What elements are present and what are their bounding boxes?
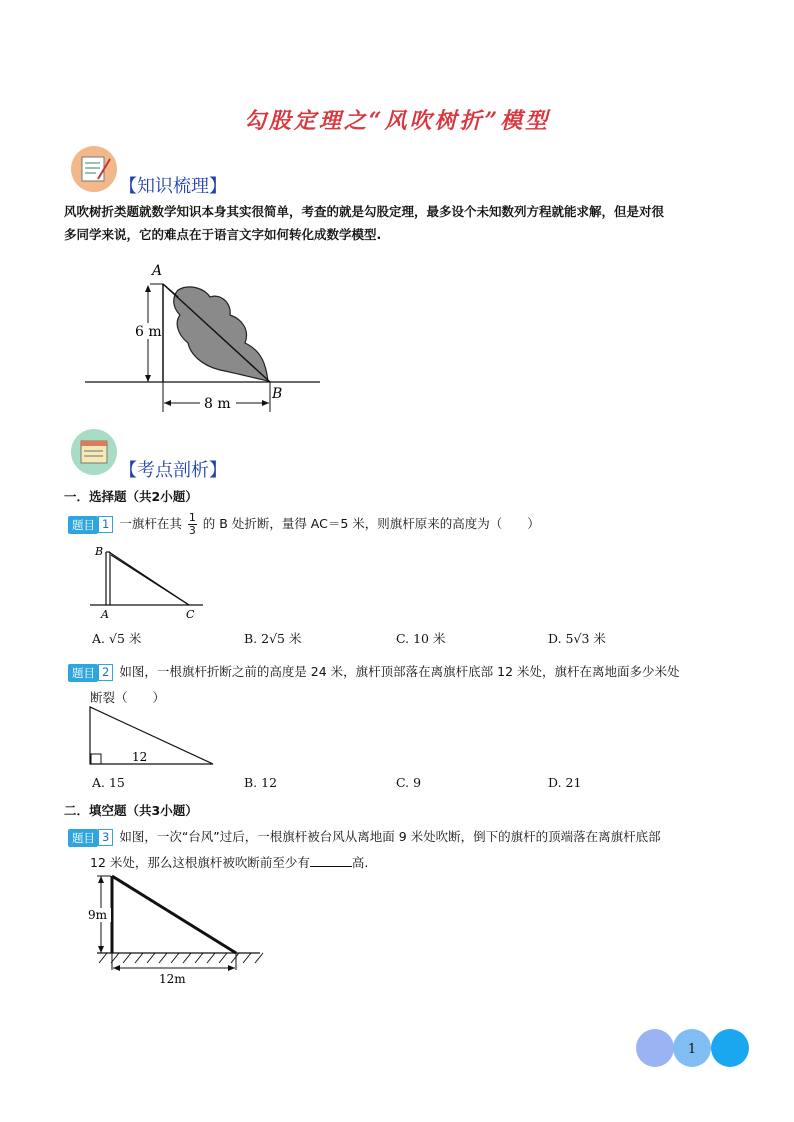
q3-line-2-before: 12 米处，那么这根旗杆被吹断前至少有 — [90, 855, 310, 870]
q2-line-2: 断裂（ ） — [90, 690, 166, 705]
q1-label-b: B — [95, 545, 104, 558]
q3-figure — [85, 868, 270, 986]
part1-heading: 一．选择题（共2小题） — [64, 489, 198, 504]
point-a-label: A — [152, 263, 163, 279]
q1-label-a: A — [101, 608, 109, 620]
q3-line-1: 如图，一次“台风”过后，一根旗杆被台风从离地面 9 米处吹断，倒下的旗杆的顶端落在离旗杆底部 — [119, 829, 661, 844]
q3-line-2-after: 高. — [351, 855, 369, 870]
intro-line-2: 多同学来说，它的难点在于语言文字如何转化成数学模型. — [64, 227, 382, 242]
page-title: 勾股定理之“风吹树折”模型 — [243, 108, 551, 134]
height-label: 6 m — [135, 324, 162, 340]
question-tag: 题目 — [68, 516, 98, 534]
section-heading-knowledge: 【知识梳理】 — [119, 176, 227, 197]
page-number-badge — [635, 1028, 750, 1068]
q1-option-b[interactable]: B. 2√5 米 — [244, 631, 302, 646]
question-1 — [68, 511, 738, 537]
point-b-label: B — [272, 386, 283, 402]
question-tag: 题目 — [68, 829, 98, 847]
section-heading-analysis: 【考点剖析】 — [119, 460, 227, 481]
tree-fold-figure — [80, 255, 330, 415]
q2-option-a[interactable]: A. 15 — [92, 775, 125, 790]
question-number: 3 — [98, 829, 113, 846]
question-number: 2 — [98, 664, 113, 681]
notes-icon — [70, 145, 126, 195]
q1-figure — [85, 544, 210, 620]
q1-option-c[interactable]: C. 10 米 — [396, 631, 446, 646]
q1-option-a[interactable]: A. √5 米 — [92, 631, 142, 646]
q1-text-after: 的 B 处折断，量得 AC＝5 米，则旗杆原来的高度为（ ） — [202, 516, 540, 531]
answer-blank[interactable] — [310, 852, 352, 867]
intro-line-1: 风吹树折类题就数学知识本身其实很简单，考查的就是勾股定理，最多设个未知数列方程就能求解，但是对很 — [64, 204, 665, 219]
fraction — [188, 512, 197, 537]
q2-option-b[interactable]: B. 12 — [244, 775, 278, 790]
q1-option-d[interactable]: D. 5√3 米 — [548, 631, 606, 646]
question-tag: 题目 — [68, 664, 98, 682]
fraction-numerator: 1 — [188, 511, 196, 524]
q3-height-label: 9m — [88, 908, 108, 922]
q3-base-label: 12m — [159, 972, 186, 986]
fraction-denominator: 3 — [188, 524, 196, 537]
analysis-icon — [70, 428, 126, 478]
page-number: 1 — [687, 1042, 697, 1057]
q2-base-label: 12 — [132, 750, 148, 764]
q2-option-d[interactable]: D. 21 — [548, 775, 582, 790]
part2-heading: 二．填空题（共3小题） — [64, 803, 198, 818]
q1-label-c: C — [186, 608, 195, 620]
q2-figure — [85, 703, 220, 769]
intro-paragraph — [64, 200, 736, 246]
q2-option-c[interactable]: C. 9 — [396, 775, 422, 790]
q2-line-1: 如图，一根旗杆折断之前的高度是 24 米，旗杆顶部落在离旗杆底部 12 米处，旗杆在离地面多少米处 — [119, 664, 680, 679]
q1-text-before: 一旗杆在其 — [119, 516, 182, 531]
question-number: 1 — [98, 516, 113, 533]
base-label: 8 m — [204, 396, 231, 412]
